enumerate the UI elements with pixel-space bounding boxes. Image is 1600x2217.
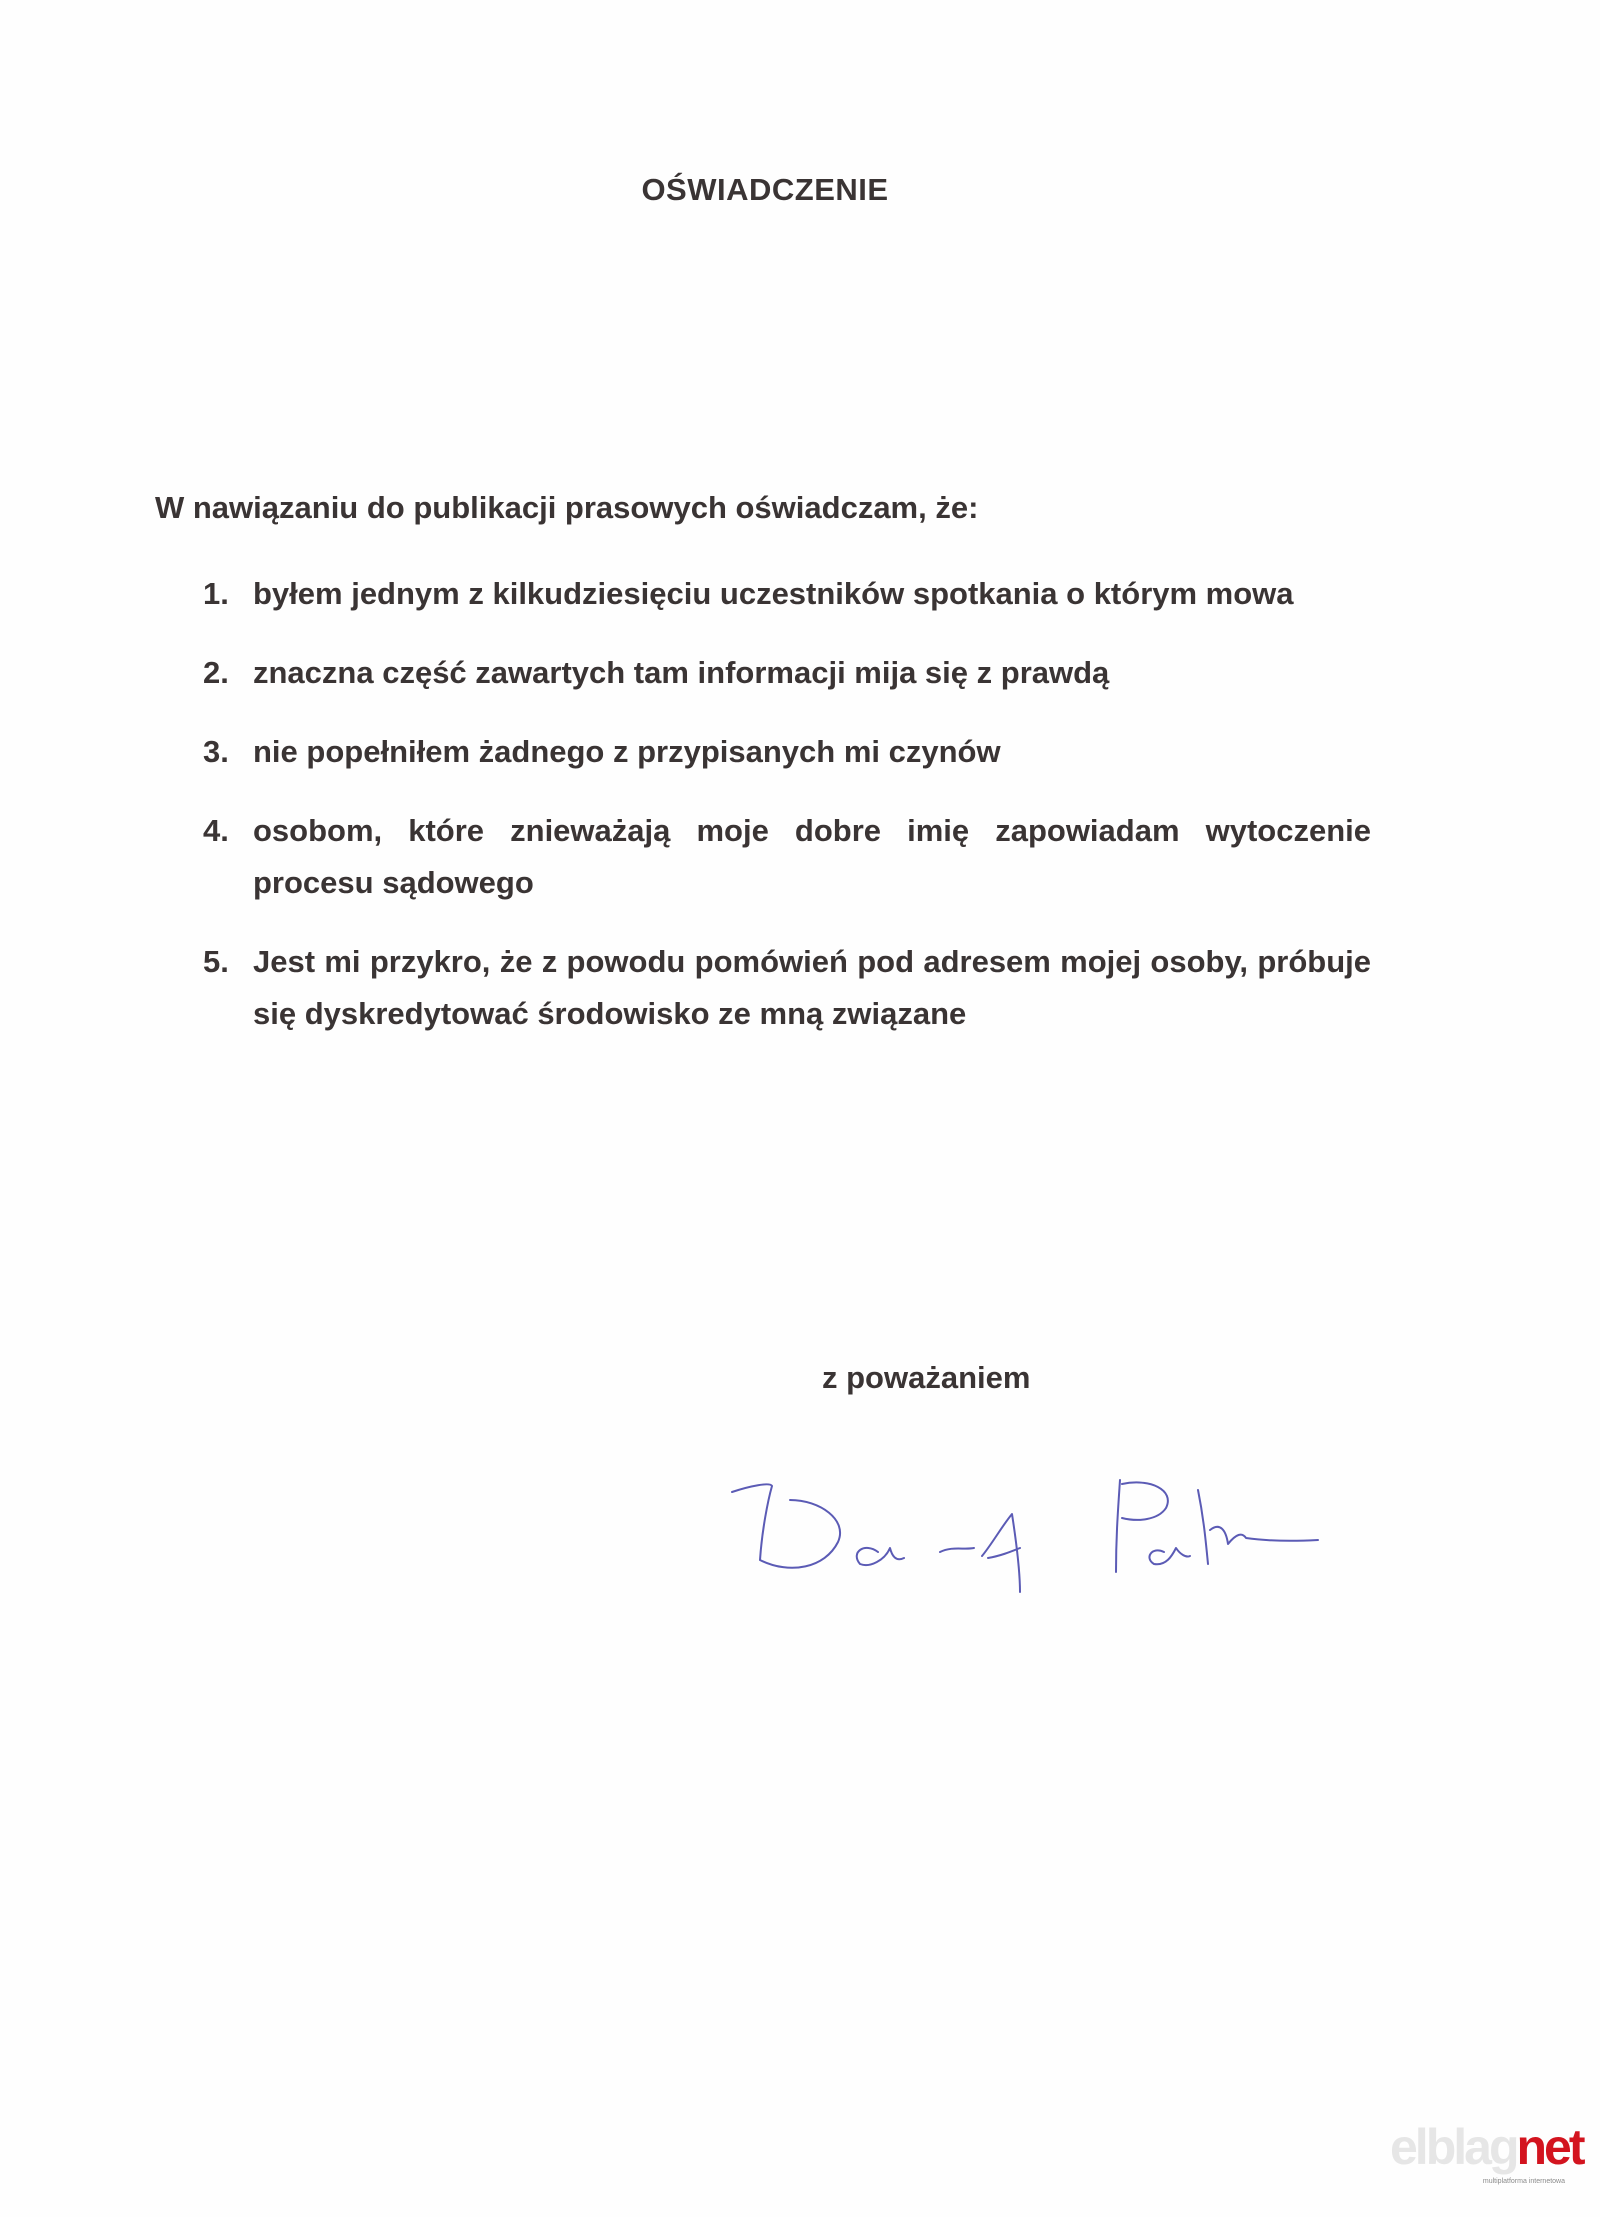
intro-paragraph: W nawiązaniu do publikacji prasowych oświadczam, że: (155, 490, 979, 525)
list-item-number: 2. (203, 655, 229, 690)
closing-salutation: z poważaniem (822, 1360, 1031, 1395)
list-item (203, 726, 1371, 778)
logo-brand-part2: net (1516, 2119, 1583, 2175)
signature-stroke (1198, 1490, 1208, 1564)
signature-stroke (1149, 1548, 1190, 1564)
list-item-number: 3. (203, 734, 229, 769)
list-item-text: znaczna część zawartych tam informacji mija się z prawdą (253, 655, 1110, 690)
list-item-text: osobom, które znieważają moje dobre imię zapowiadam wytoczenie procesu sądowego (253, 813, 1371, 900)
signature-stroke (857, 1548, 904, 1565)
list-item (203, 568, 1371, 620)
list-item (203, 805, 1371, 909)
logo-brand-part1: elblag (1390, 2119, 1517, 2175)
signature-stroke (982, 1514, 1020, 1592)
list-item-text: nie popełniłem żadnego z przypisanych mi czynów (253, 734, 1001, 769)
signature-stroke (940, 1548, 974, 1552)
list-item-text: Jest mi przykro, że z powodu pomówień pod adresem mojej osoby, próbuje się dyskredytować środowisko ze mną związane (253, 944, 1371, 1031)
elblag-net-watermark-logo (1390, 2118, 1583, 2198)
list-item-text: byłem jednym z kilkudziesięciu uczestników spotkania o którym mowa (253, 576, 1294, 611)
list-item-number: 4. (203, 813, 229, 848)
list-item (203, 647, 1371, 699)
list-item (203, 936, 1371, 1040)
handwritten-signature (720, 1460, 1340, 1600)
list-item-number: 1. (203, 576, 229, 611)
document-title: OŚWIADCZENIE (641, 172, 889, 207)
list-item-number: 5. (203, 944, 229, 979)
signature-stroke (1210, 1527, 1318, 1544)
signature-stroke (1116, 1480, 1168, 1572)
logo-tagline: multiplatforma internetowa (1482, 2178, 1565, 2185)
statement-list (203, 568, 1371, 1067)
logo-wordmark (1390, 2118, 1582, 2176)
signature-stroke (732, 1484, 840, 1567)
